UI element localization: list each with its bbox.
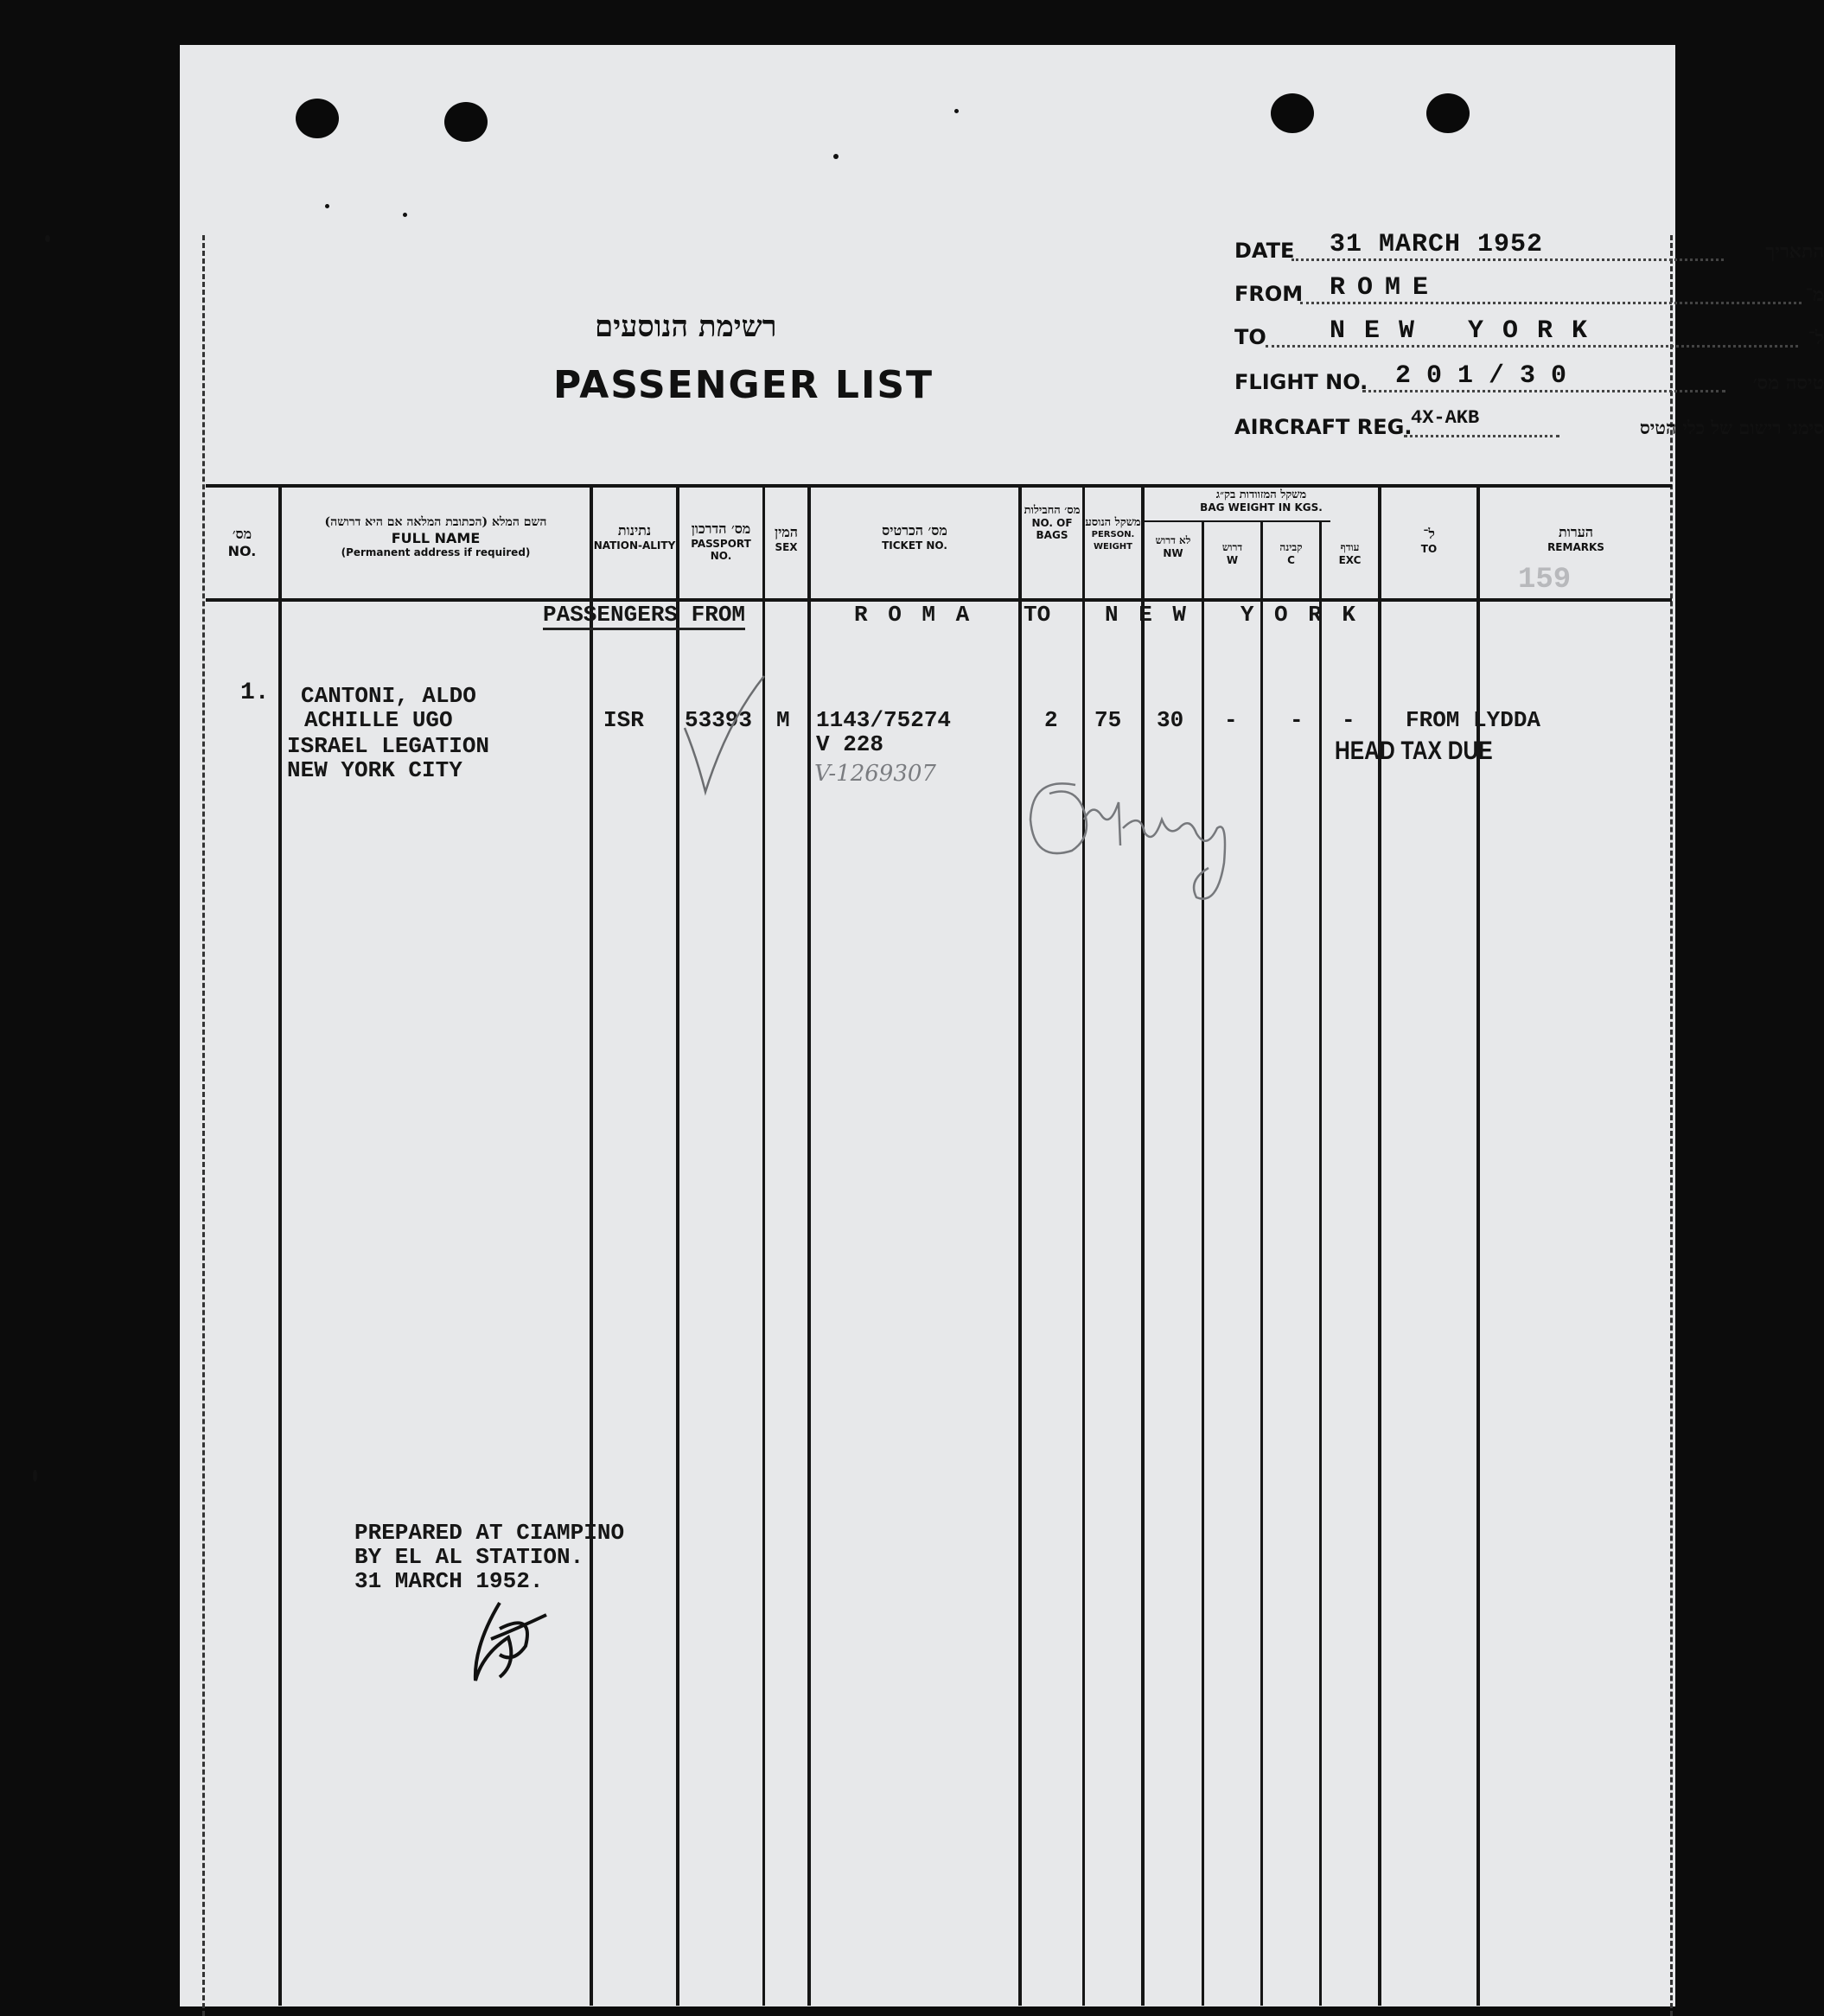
passenger-address-line2: NEW YORK CITY (287, 757, 462, 783)
speck (954, 109, 959, 113)
speck (33, 1470, 37, 1482)
table-top-border (206, 484, 1672, 488)
section-origin: R O M A (854, 602, 973, 628)
col-header-w: דרוש W (1221, 541, 1243, 566)
passenger-bags: 2 (1044, 707, 1058, 733)
passenger-passport: 53393 (685, 707, 753, 733)
signature-mark-icon (1024, 768, 1248, 941)
header-to (1234, 316, 1824, 354)
bag-weight-divider (1144, 520, 1330, 522)
col-header-no: מס׳ NO. (227, 526, 257, 559)
section-to: TO (1024, 602, 1051, 628)
speck (45, 235, 50, 242)
passenger-name-line2: ACHILLE UGO (304, 707, 453, 733)
col-divider (1319, 522, 1322, 2006)
header-date (1234, 230, 1824, 268)
passenger-address-line1: ISRAEL LEGATION (287, 733, 490, 759)
passenger-ticket-line2: V 228 (816, 731, 884, 757)
col-header-nationality: נתינות NATION-ALITY (593, 522, 676, 552)
col-header-remarks: הערות REMARKS (1547, 524, 1604, 553)
aircraft-value: 4X-AKB (1411, 407, 1480, 429)
flight-label: FLIGHT NO. (1234, 370, 1368, 394)
dotted-line (1404, 435, 1559, 437)
to-label: TO (1234, 325, 1266, 349)
passenger-nationality: ISR (603, 707, 644, 733)
header-flight (1234, 361, 1824, 399)
col-header-bag-weight: משקל המזוודות בק״ג BAG WEIGHT IN KGS. (1200, 488, 1323, 514)
left-margin-line (202, 235, 205, 2016)
punch-hole (1426, 93, 1470, 133)
to-value: NEW YORK (1330, 316, 1607, 346)
passenger-remarks: HEAD TAX DUE (1335, 737, 1493, 765)
col-divider (1082, 484, 1085, 2006)
to-label-hebrew: ל־ (1808, 327, 1824, 349)
flight-value: 201/30 (1395, 361, 1583, 391)
col-divider (1260, 522, 1263, 2006)
passenger-name-line1: CANTONI, ALDO (301, 683, 476, 709)
col-header-c: קבינה C (1279, 541, 1303, 566)
passenger-weight: 75 (1094, 707, 1122, 733)
col-header-exc: עודף EXC (1338, 541, 1362, 566)
bag-weight-w: - (1224, 707, 1238, 733)
bag-weight-nw: 30 (1157, 707, 1184, 733)
date-value: 31 MARCH 1952 (1330, 230, 1544, 259)
col-header-weight: משקל הנוסע PERSON. WEIGHT (1085, 516, 1141, 552)
title-hebrew: רשימת הנוסעים (595, 309, 777, 344)
col-header-sex: המין SEX (775, 524, 798, 553)
header-from (1234, 273, 1824, 311)
punch-hole (296, 99, 339, 138)
col-divider (1141, 484, 1145, 2006)
passenger-sex: M (776, 707, 790, 733)
bag-weight-c: - (1290, 707, 1304, 733)
passenger-to: FROM LYDDA (1406, 707, 1541, 733)
checkmark-icon (679, 671, 775, 801)
page-number-stamp: 159 (1518, 564, 1572, 597)
col-divider (807, 484, 811, 2006)
speck (833, 154, 839, 159)
col-header-bags: מס׳ החבילות NO. OF BAGS (1024, 504, 1081, 541)
col-header-ticket: מס׳ הכרטיס TICKET NO. (882, 522, 947, 552)
col-divider (278, 484, 282, 2006)
passenger-ticket-line1: 1143/75274 (816, 707, 952, 733)
initials-signature-icon (465, 1594, 560, 1698)
aircraft-label: AIRCRAFT REG. (1234, 415, 1413, 439)
bag-weight-exc: - (1342, 707, 1355, 733)
col-divider (1202, 522, 1204, 2006)
section-destination: N E W Y O R K (1105, 602, 1360, 628)
footer-line2: BY EL AL STATION. (354, 1544, 584, 1570)
col-divider (1018, 484, 1022, 2006)
passenger-no: 1. (240, 679, 270, 706)
header-aircraft (1234, 407, 1824, 444)
col-header-passport: מס׳ הדרכון PASSPORT NO. (691, 520, 751, 562)
date-label: DATE (1234, 239, 1295, 263)
from-value: ROME (1330, 273, 1441, 303)
punch-hole (1271, 93, 1314, 133)
from-label-hebrew: מ־ (1805, 284, 1824, 306)
speck (403, 213, 407, 217)
punch-hole (444, 102, 488, 142)
footer-line1: PREPARED AT CIAMPINO (354, 1520, 625, 1546)
col-header-nw: לא דרוש NW (1155, 534, 1191, 559)
date-label-hebrew: התאריך (1765, 240, 1824, 263)
passenger-ticket-handwritten: V-1269307 (814, 761, 936, 787)
right-margin-line (1670, 235, 1673, 2016)
speck (325, 204, 329, 208)
col-divider (1378, 484, 1381, 2006)
aircraft-label-hebrew: סימני רישום של כלי הטיס (1639, 417, 1824, 438)
col-divider (590, 484, 593, 2006)
from-label: FROM (1234, 282, 1304, 306)
flight-label-hebrew: טיסה מס׳ (1752, 372, 1824, 394)
section-prefix: PASSENGERS FROM (543, 602, 745, 630)
document-page (180, 45, 1824, 2006)
footer-line3: 31 MARCH 1952. (354, 1568, 544, 1594)
page-title: PASSENGER LIST (553, 363, 934, 407)
col-header-name: השם המלא (הכתובת המלאה אם היא דרושה) FULL NAME (Permanent address if required) (324, 515, 547, 558)
col-header-to: ל־ TO (1420, 526, 1438, 555)
